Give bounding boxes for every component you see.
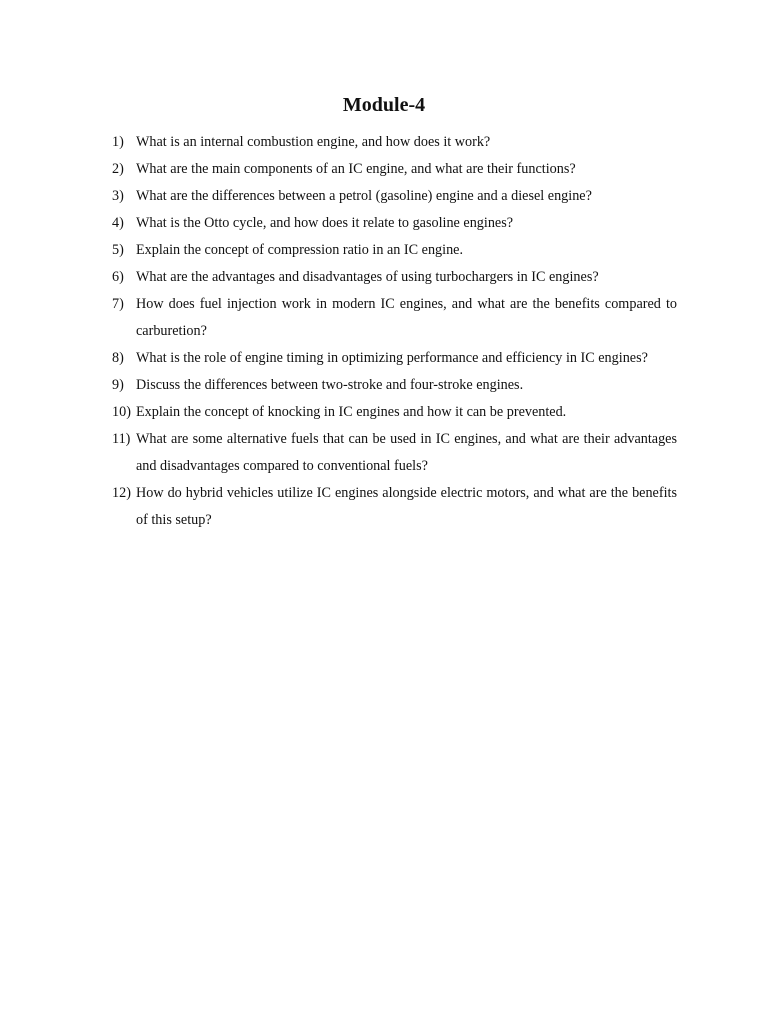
question-text: What is an internal combustion engine, and how does it work? [136,134,491,150]
list-item [112,291,677,345]
question-number: 2) [112,161,124,177]
list-item [112,399,677,426]
question-text: How do hybrid vehicles utilize IC engines alongside electric motors, and what are the benefits of this setup? [136,485,677,528]
list-item [112,480,677,534]
list-item [112,129,677,156]
question-number: 5) [112,242,124,258]
list-item [112,264,677,291]
page-title: Module-4 [342,94,426,116]
question-number: 7) [112,296,124,312]
question-text: Discuss the differences between two-stroke and four-stroke engines. [136,377,524,393]
list-item [112,372,677,399]
question-text: What is the role of engine timing in optimizing performance and efficiency in IC engines? [136,350,648,366]
question-text: What is the Otto cycle, and how does it relate to gasoline engines? [136,215,514,231]
question-number: 4) [112,215,124,231]
question-number: 3) [112,188,124,204]
list-item [112,345,677,372]
question-number: 8) [112,350,124,366]
question-number: 1) [112,134,124,150]
question-text: What are the advantages and disadvantages of using turbochargers in IC engines? [136,269,599,285]
list-item [112,426,677,480]
question-text: How does fuel injection work in modern IC engines, and what are the benefits compared to carburetion? [136,296,677,339]
question-number: 12) [112,485,131,501]
question-list [112,129,677,534]
list-item [112,156,677,183]
question-text: Explain the concept of compression ratio in an IC engine. [136,242,464,258]
list-item [112,183,677,210]
question-text: Explain the concept of knocking in IC engines and how it can be prevented. [136,404,567,420]
question-number: 9) [112,377,124,393]
list-item [112,210,677,237]
question-number: 11) [112,431,131,447]
question-text: What are some alternative fuels that can be used in IC engines, and what are their advantages and disadvantages compared to conventional fuels? [136,431,677,474]
question-text: What are the differences between a petrol (gasoline) engine and a diesel engine? [136,188,592,204]
question-number: 10) [112,404,131,420]
question-text: What are the main components of an IC engine, and what are their functions? [136,161,576,177]
question-number: 6) [112,269,124,285]
list-item [112,237,677,264]
